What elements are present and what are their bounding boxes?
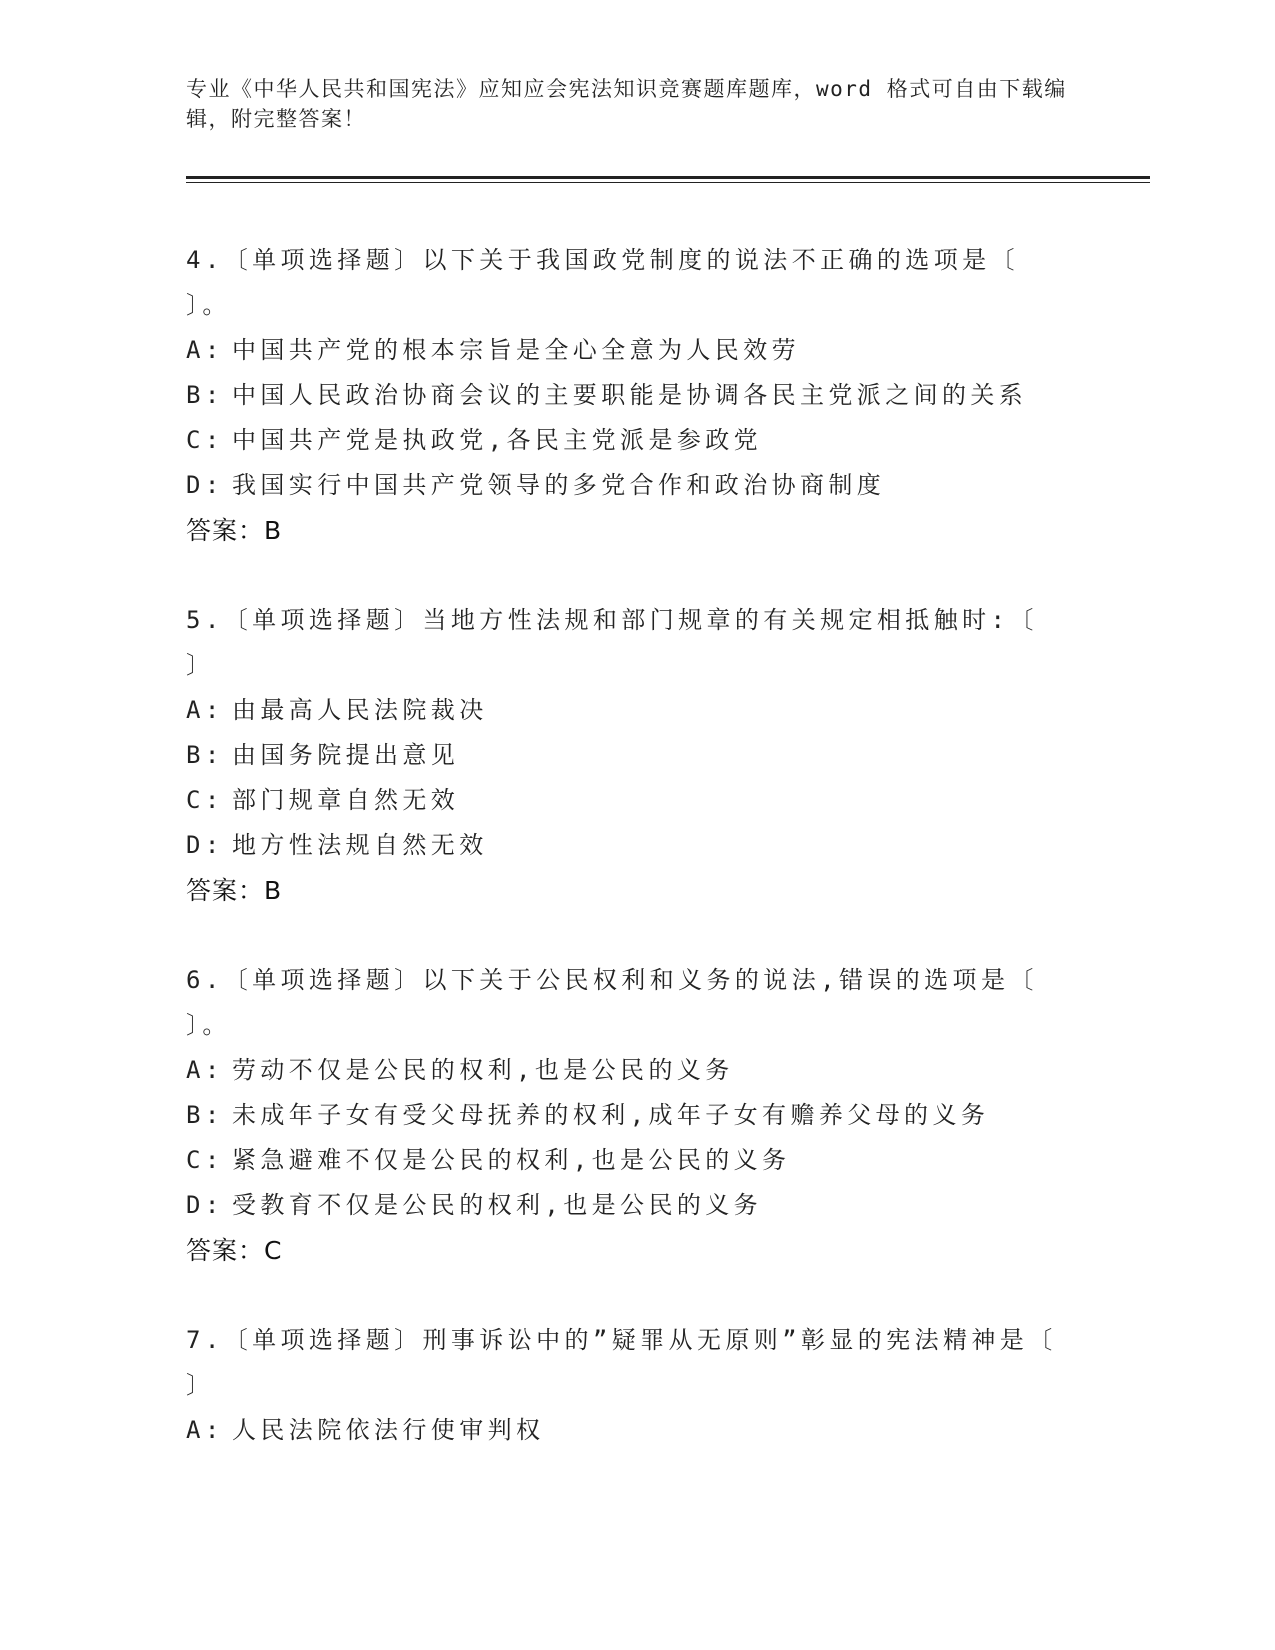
option-letter: C:: [186, 1146, 224, 1174]
option-letter: B:: [186, 741, 224, 769]
option-letter: B:: [186, 381, 224, 409]
question-stem: 7.〔单项选择题〕刑事诉讼中的”疑罪从无原则”彰显的宪法精神是〔 〕: [186, 1326, 1057, 1399]
answer-line: 答案：B: [186, 876, 283, 905]
option-text: 由最高人民法院裁决: [232, 696, 488, 724]
option-b: [186, 373, 1066, 418]
option-d: [186, 823, 1066, 868]
option-text: 中国人民政治协商会议的主要职能是协调各民主党派之间的关系: [232, 381, 1028, 409]
option-letter: A:: [186, 336, 224, 364]
option-text: 劳动不仅是公民的权利,也是公民的义务: [232, 1056, 734, 1084]
question-spacer: [186, 553, 1066, 598]
option-text: 中国共产党是执政党,各民主党派是参政党: [232, 426, 763, 454]
question-item: [186, 958, 1066, 1318]
option-letter: B:: [186, 1101, 224, 1129]
option-letter: D:: [186, 1191, 224, 1219]
option-text: 由国务院提出意见: [232, 741, 460, 769]
option-text: 部门规章自然无效: [232, 786, 460, 814]
option-letter: D:: [186, 471, 224, 499]
question-spacer: [186, 913, 1066, 958]
option-letter: C:: [186, 426, 224, 454]
option-text: 中国共产党的根本宗旨是全心全意为人民效劳: [232, 336, 800, 364]
option-a: [186, 1408, 1066, 1453]
header-divider-thick: [186, 176, 1150, 179]
option-c: [186, 1138, 1066, 1183]
header-divider-thin: [186, 182, 1150, 183]
question-item: [186, 1318, 1066, 1453]
question-item: [186, 598, 1066, 958]
answer-line: 答案：C: [186, 1236, 283, 1265]
question-stem: 5.〔单项选择题〕当地方性法规和部门规章的有关规定相抵触时:〔 〕: [186, 606, 1038, 679]
option-c: [186, 418, 1066, 463]
option-a: [186, 1048, 1066, 1093]
option-text: 未成年子女有受父母抚养的权利,成年子女有赡养父母的义务: [232, 1101, 990, 1129]
option-text: 受教育不仅是公民的权利,也是公民的义务: [232, 1191, 763, 1219]
option-text: 地方性法规自然无效: [232, 831, 488, 859]
option-letter: D:: [186, 831, 224, 859]
option-letter: A:: [186, 1056, 224, 1084]
option-b: [186, 1093, 1066, 1138]
question-stem: 6.〔单项选择题〕以下关于公民权利和义务的说法,错误的选项是〔 〕。: [186, 966, 1038, 1039]
option-text: 人民法院依法行使审判权: [232, 1416, 545, 1444]
option-d: [186, 1183, 1066, 1228]
option-letter: A:: [186, 696, 224, 724]
option-a: [186, 328, 1066, 373]
option-c: [186, 778, 1066, 823]
option-b: [186, 733, 1066, 778]
option-d: [186, 463, 1066, 508]
question-item: [186, 238, 1066, 598]
option-text: 我国实行中国共产党领导的多党合作和政治协商制度: [232, 471, 886, 499]
answer-line: 答案：B: [186, 516, 283, 545]
option-letter: C:: [186, 786, 224, 814]
document-header: 专业《中华人民共和国宪法》应知应会宪法知识竞赛题库题库，word 格式可自由下载编辑，附完整答案！: [186, 77, 1067, 131]
question-list: [186, 238, 1066, 1453]
option-text: 紧急避难不仅是公民的权利,也是公民的义务: [232, 1146, 791, 1174]
option-letter: A:: [186, 1416, 224, 1444]
question-stem: 4.〔单项选择题〕以下关于我国政党制度的说法不正确的选项是〔 〕。: [186, 246, 1019, 319]
option-a: [186, 688, 1066, 733]
question-spacer: [186, 1273, 1066, 1318]
